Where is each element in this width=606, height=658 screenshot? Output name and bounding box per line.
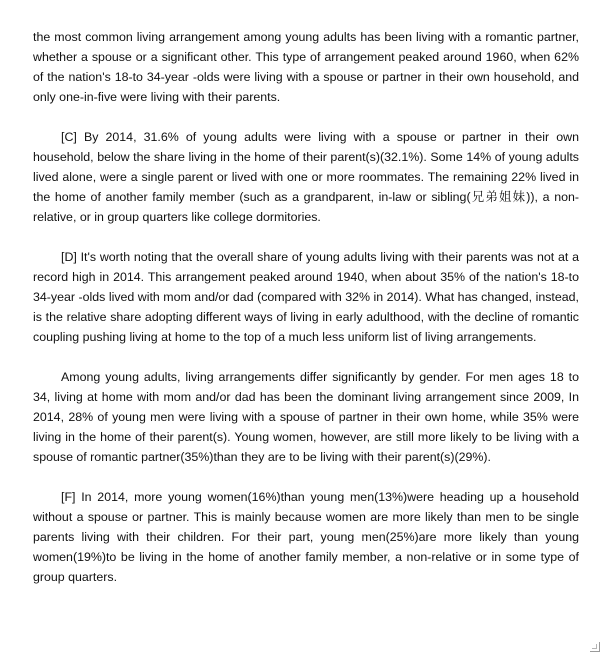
paragraph-intro: the most common living arrangement among young adults has been living with a romantic partner, whether a spouse or a significant other. This type of arrangement peaked around 1960, when 62% of the nation's 18-to 34-year -olds were living with a spouse or partner in their own household, and only one-in-five were living with their parents. (33, 30, 579, 104)
page-corner-mark (590, 642, 600, 652)
paragraph-f: [F] In 2014, more young women(16%)than young men(13%)were heading up a household without a spouse or partner. This is mainly because women are more likely than men to be single parents living with their children. For their part, young men(25%)are more likely than young women(19%)to be living in the home of another family member, a non-relative or in some type of group quarters. (33, 490, 579, 584)
paragraph-c: [C] By 2014, 31.6% of young adults were living with a spouse or partner in their own household, below the share living in the home of their parent(s)(32.1%). Some 14% of young adults lived alone, were a single parent or lived with one or more roommates. The remaining 22% lived in the home of another family member (such as a grandparent, in-law or sibling(兄弟姐妹)), a non-relative, or in group quarters like college dormitories. (33, 130, 579, 224)
document-page (33, 27, 579, 607)
paragraph-d: [D] It's worth noting that the overall share of young adults living with their parents was not at a record high in 2014. This arrangement peaked around 1940, when about 35% of the nation's 18-to 34-year -olds lived with mom and/or dad (compared with 32% in 2014). What has changed, instead, is the relative share adopting different ways of living in early adulthood, with the decline of romantic coupling pushing living at home to the top of a much less uniform list of living arrangements. (33, 250, 579, 344)
paragraph-gender: Among young adults, living arrangements differ significantly by gender. For men ages 18 to 34, living at home with mom and/or dad has been the dominant living arrangement since 2009, In 2014, 28% of young men were living with a spouse of partner in their own home, while 35% were living in the home of their parent(s). Young women, however, are still more likely to be living with a spouse of romantic partner(35%)than they are to be living with their parent(s)(29%). (33, 370, 579, 464)
